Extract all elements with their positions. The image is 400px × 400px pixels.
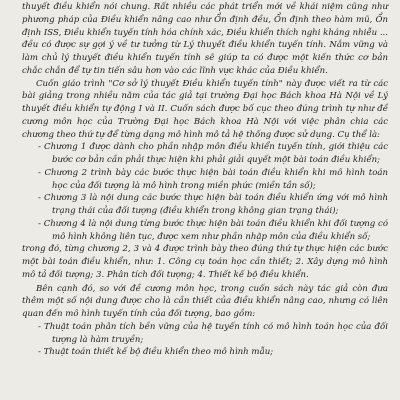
bullet-chapter-4: - Chương 4 là nội dung từng bước thực hiện bài toán điều khiển khi đối tượng có mô hình không liên tục, được xem như phần nhập môn của điều khiển số;: [38, 218, 388, 242]
bullet-chapter-1: - Chương 1 được dành cho phần nhập môn điều khiển tuyến tính, giới thiệu các bước cơ bản cần phải thực hiện khi phải giải quyết một bài toán điều khiển;: [38, 142, 388, 165]
bullet-chapter-3: - Chương 3 là nội dung các bước thực hiện bài toán điều khiển ứng với mô hình trạng thái của đối tượng (điều khiển trong không gian trạng thái);: [38, 193, 388, 216]
paragraph-book-origin: Cuốn giáo trình "Cơ sở lý thuyết Điều khiển tuyến tính" này được viết ra từ các bài giảng trong nhiều năm của tác giả tại trường Đại học Bách khoa Hà Nội về Lý thuyết điều khiển tự động I và II. Cuốn sách được bố cục theo đúng trình tự như đề cương môn học của Trường Đại học Bách khoa Hà Nội với việc phân chia các chương theo thứ tự để từng dạng mô hình mô tả hệ thống được sử dụng. Cụ thể là:: [22, 78, 388, 140]
bullet-robust-analysis: - Thuật toán phân tích bền vững của hệ tuyến tính có mô hình toán học của đối tượng là hàm truyền;: [38, 321, 388, 345]
bullet-model-reference-design: - Thuật toán thiết kế bộ điều khiển theo mô hình mẫu;: [38, 347, 274, 358]
paragraph-intro-continued: thuyết điều khiển nói chung. Rất nhiều các phát triển mới về khái niệm cũng như phương pháp của Điều khiển nâng cao như Ổn định đều, Ổn định theo hàm mũ, Ổn định ISS, Điều khiển tuyến tính hóa chính xác, Điều khiển thích nghi kháng nhiễu ... đều có được sự gợi ý về tư tưởng từ Lý thuyết điều khiển tuyến tính. Nắm vững và làm chủ lý thuyết điều khiển tuyến tính sẽ giúp ta có được một kiến thức cơ bản chắc chắn để tự tin tiến sâu hơn vào các lĩnh vực khác của Điều khiển.: [22, 2, 388, 76]
paragraph-chapter-structure: trong đó, từng chương 2, 3 và 4 được trình bày theo đúng thứ tự thực hiện các bước một bài toán điều khiển, như: 1. Công cụ toán học cần thiết; 2. Xây dựng mô hình mô tả đối tượng; 3. Phân tích đối tượng; 4. Thiết kế bộ điều khiển.: [22, 244, 388, 280]
paragraph-advanced-topics: Bên cạnh đó, so với đề cương môn học, trong cuốn sách này tác giả còn đưa thêm một số nội dung được cho là cần thiết của điều khiển nâng cao, nhưng có liên quan đến mô hình tuyến tính của đối tượng, bao gồm:: [22, 283, 388, 319]
bullet-chapter-2: - Chương 2 trình bày các bước thực hiện bài toán điều khiển khi mô hình toán học của đối tượng là mô hình trong miền phức (miền tần số);: [38, 167, 388, 191]
